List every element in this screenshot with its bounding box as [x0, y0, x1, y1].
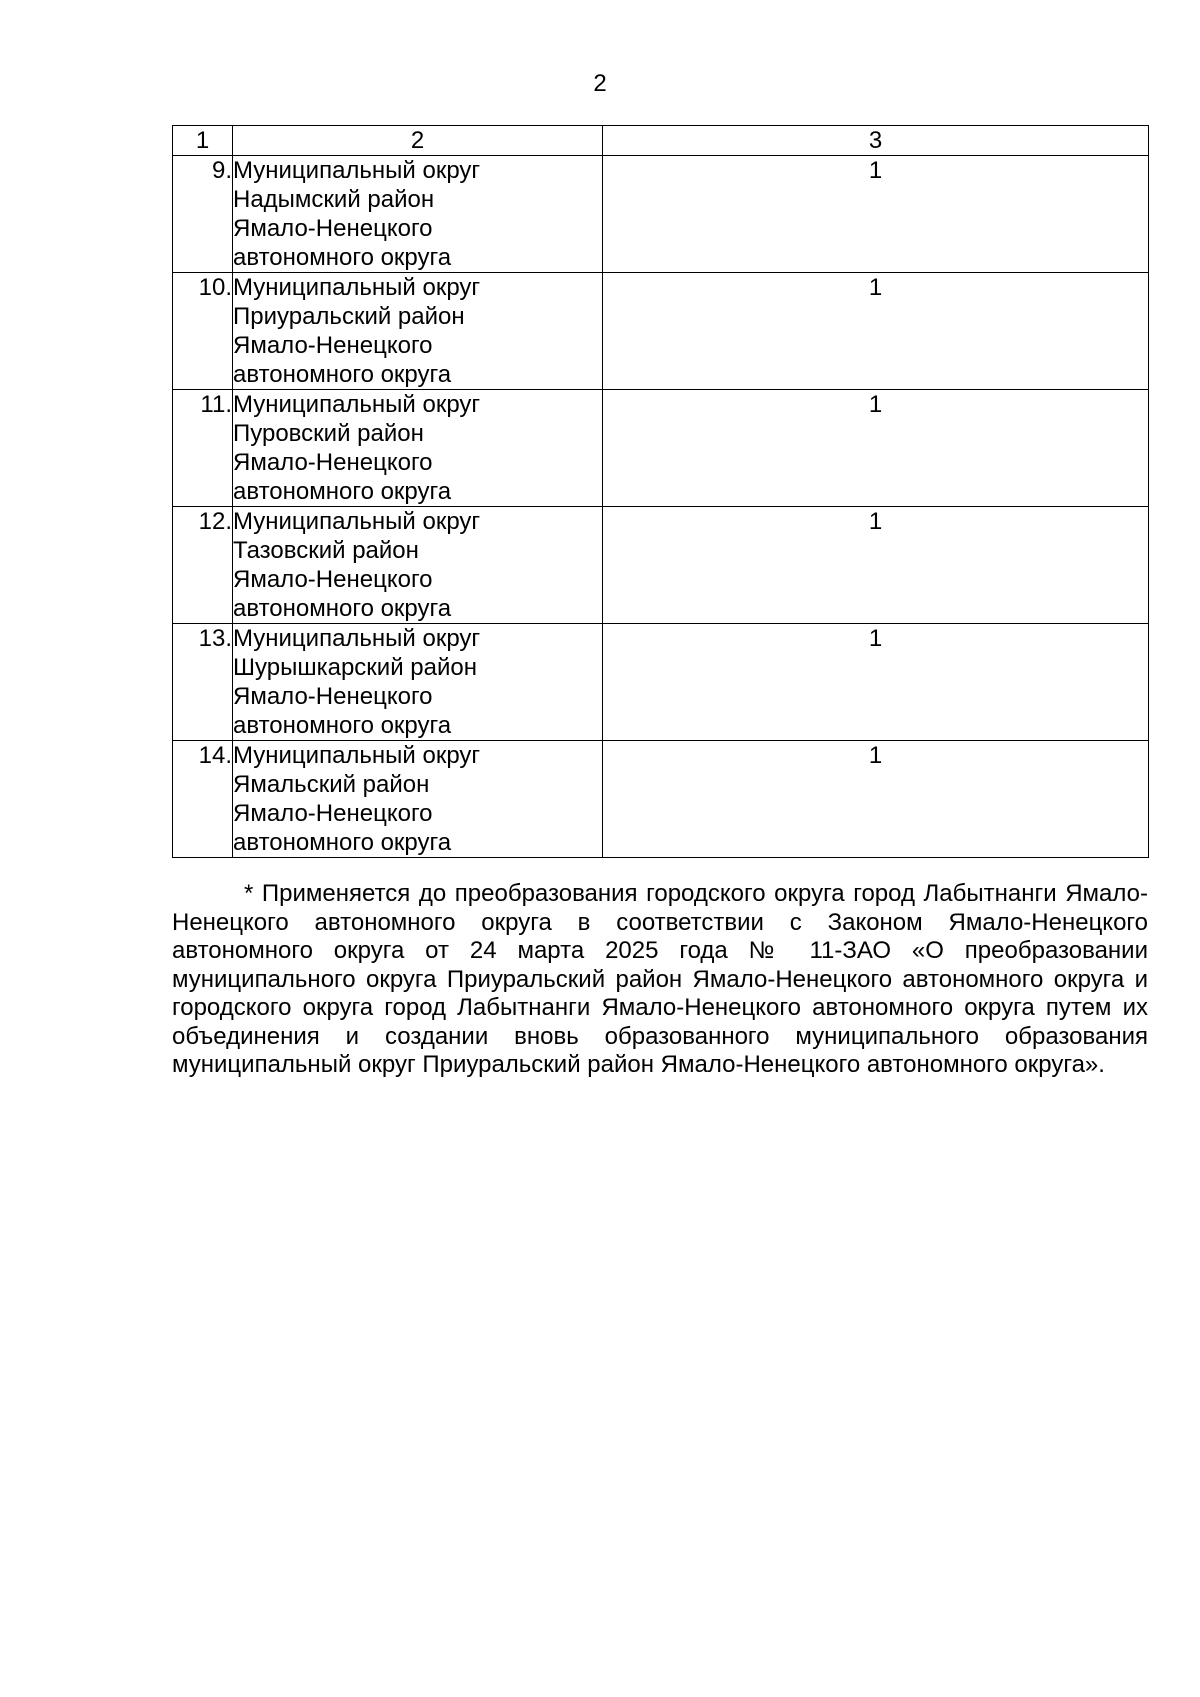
- table-row: [173, 273, 1149, 390]
- table-row: [173, 507, 1149, 624]
- table-header-row: [173, 126, 1149, 156]
- name-line: Муниципальный округ: [233, 274, 481, 301]
- name-line: Ямало-Ненецкого: [233, 683, 433, 710]
- header-col-3: 3: [603, 126, 1149, 156]
- row-name: [233, 273, 603, 390]
- name-line: Ямальский район: [233, 771, 430, 798]
- row-value: 1: [603, 741, 1149, 858]
- name-line: Муниципальный округ: [233, 625, 481, 652]
- row-name: [233, 156, 603, 273]
- name-line: Муниципальный округ: [233, 391, 481, 418]
- row-name: [233, 741, 603, 858]
- name-line: Ямало-Ненецкого: [233, 800, 433, 827]
- name-line: Ямало-Ненецкого: [233, 332, 433, 359]
- row-name: [233, 507, 603, 624]
- header-col-2: 2: [233, 126, 603, 156]
- row-number: 11.: [173, 390, 233, 507]
- name-line: Муниципальный округ: [233, 157, 481, 184]
- row-name: [233, 624, 603, 741]
- table-row: [173, 624, 1149, 741]
- name-line: Муниципальный округ: [233, 742, 481, 769]
- name-line: автономного округа: [233, 478, 452, 505]
- name-line: автономного округа: [233, 361, 452, 388]
- name-line: автономного округа: [233, 595, 452, 622]
- name-line: Ямало-Ненецкого: [233, 215, 433, 242]
- row-number: 13.: [173, 624, 233, 741]
- table-row: [173, 390, 1149, 507]
- name-line: Приуральский район: [233, 303, 465, 330]
- table-row: [173, 741, 1149, 858]
- row-number: 10.: [173, 273, 233, 390]
- name-line: Надымский район: [233, 186, 435, 213]
- page-number: 2: [593, 70, 607, 97]
- name-line: автономного округа: [233, 829, 452, 856]
- name-line: Шурышкарский район: [233, 654, 477, 681]
- name-line: Ямало-Ненецкого: [233, 449, 433, 476]
- municipal-table: [172, 125, 1149, 858]
- row-value: 1: [603, 507, 1149, 624]
- table-row: [173, 156, 1149, 273]
- row-name: [233, 390, 603, 507]
- row-value: 1: [603, 273, 1149, 390]
- name-line: автономного округа: [233, 244, 452, 271]
- row-value: 1: [603, 390, 1149, 507]
- name-line: Пуровский район: [233, 420, 424, 447]
- row-value: 1: [603, 156, 1149, 273]
- row-number: 12.: [173, 507, 233, 624]
- footnote: * Применяется до преобразования городского округа город Лабытнанги Ямало-Ненецкого автономного округа в соответствии с Законом Ямало-Ненецкого автономного округа от 24 марта 2025 года № 11-ЗАО «О преобразовании муниципального округа Приуральский район Ямало-Ненецкого автономного округа и городского округа город Лабытнанги Ямало-Ненецкого автономного округа путем их объединения и создании вновь образованного муниципального образования муниципальный округ Приуральский район Ямало-Ненецкого автономного округа».: [172, 880, 1148, 1078]
- name-line: Муниципальный округ: [233, 508, 481, 535]
- row-value: 1: [603, 624, 1149, 741]
- name-line: автономного округа: [233, 712, 452, 739]
- name-line: Ямало-Ненецкого: [233, 566, 433, 593]
- row-number: 14.: [173, 741, 233, 858]
- name-line: Тазовский район: [233, 537, 419, 564]
- row-number: 9.: [173, 156, 233, 273]
- header-col-1: 1: [173, 126, 233, 156]
